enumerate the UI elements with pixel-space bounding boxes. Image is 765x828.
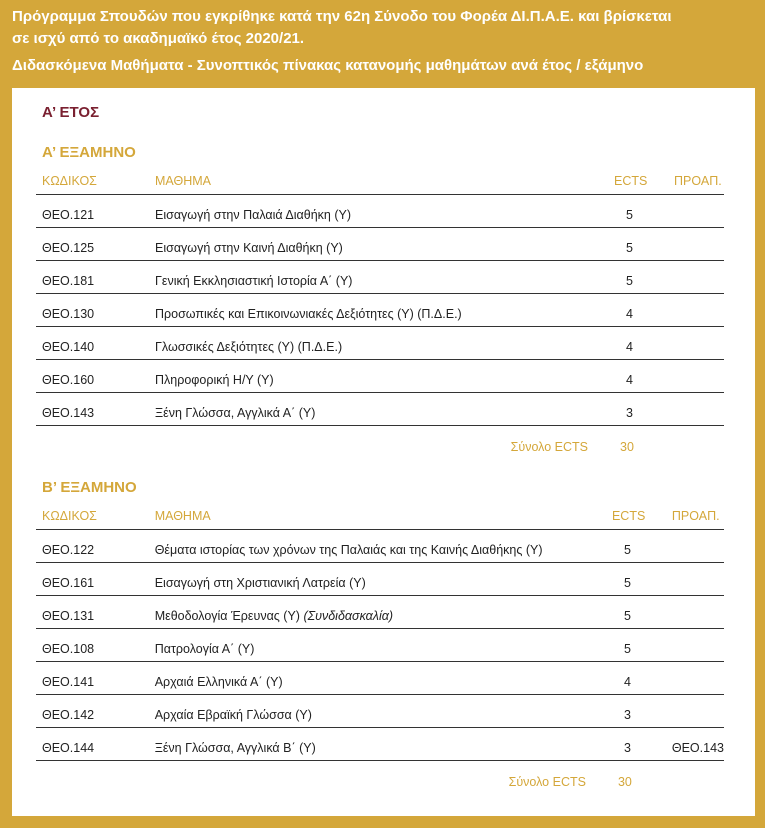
course-ects: 3: [602, 695, 666, 728]
course-code: ΘΕΟ.122: [36, 530, 155, 563]
course-name: Θέματα ιστορίας των χρόνων της Παλαιάς και της Καινής Διαθήκης (Υ): [155, 530, 602, 563]
total-row: [36, 426, 724, 460]
course-ects: 3: [602, 728, 666, 761]
course-name: Εισαγωγή στην Παλαιά Διαθήκη (Υ): [155, 195, 604, 228]
course-ects: 5: [604, 195, 668, 228]
course-name-text: Μεθοδολογία Έρευνας (Υ): [154, 609, 300, 623]
course-code: ΘΕΟ.142: [36, 695, 155, 728]
table-row: [36, 695, 724, 728]
course-name: Εισαγωγή στη Χριστιανική Λατρεία (Υ): [155, 563, 602, 596]
table-header-row: [36, 503, 724, 530]
table-row: [36, 393, 724, 426]
table-row: [36, 629, 724, 662]
table-row: [36, 530, 724, 563]
col-prereq-header: ΠΡΟΑΠ.: [666, 503, 724, 530]
course-prereq: [668, 261, 724, 294]
course-code: ΘΕΟ.181: [36, 261, 155, 294]
course-code: ΘΕΟ.130: [36, 294, 155, 327]
course-prereq: [668, 327, 724, 360]
course-code: ΘΕΟ.131: [36, 596, 155, 629]
course-prereq: [666, 662, 724, 695]
header-line-1: Πρόγραμμα Σπουδών που εγκρίθηκε κατά την 62η Σύνοδο του Φορέα ΔΙ.Π.Α.Ε. και βρίσκεται: [12, 8, 672, 25]
course-prereq: [666, 596, 724, 629]
course-ects: 4: [604, 360, 668, 393]
course-name: Ξένη Γλώσσα, Αγγλικά Β΄ (Υ): [155, 728, 602, 761]
total-label: Σύνολο ECTS: [508, 775, 586, 789]
course-name: Προσωπικές και Επικοινωνιακές Δεξιότητες (Υ) (Π.Δ.Ε.): [155, 294, 604, 327]
course-name: [155, 596, 602, 629]
course-prereq: [668, 294, 724, 327]
course-prereq: ΘΕΟ.143: [666, 728, 724, 761]
table-row: [36, 728, 724, 761]
course-code: ΘΕΟ.143: [36, 393, 155, 426]
table-header-row: [36, 168, 724, 195]
course-code: ΘΕΟ.125: [36, 228, 155, 261]
col-course-header: ΜΑΘΗΜΑ: [155, 503, 602, 530]
semester-title-a: Α’ ΕΞΑΜΗΝΟ: [42, 144, 136, 161]
course-name: Γλωσσικές Δεξιότητες (Υ) (Π.Δ.Ε.): [155, 327, 604, 360]
semester-table-a: [36, 168, 724, 459]
course-name: Αρχαιά Ελληνικά Α΄ (Υ): [155, 662, 602, 695]
content-panel: [12, 88, 755, 816]
course-name: Πληροφορική Η/Υ (Υ): [155, 360, 604, 393]
course-code: ΘΕΟ.141: [36, 662, 155, 695]
course-ects: 5: [602, 629, 666, 662]
col-ects-header: ECTS: [604, 168, 668, 195]
table-row: [36, 596, 724, 629]
course-code: ΘΕΟ.161: [36, 563, 155, 596]
table-row: [36, 360, 724, 393]
year-title: Α’ ΕΤΟΣ: [42, 104, 100, 121]
course-name: Ξένη Γλώσσα, Αγγλικά Α΄ (Υ): [155, 393, 604, 426]
course-ects: 5: [602, 530, 666, 563]
table-row: [36, 294, 724, 327]
table-row: [36, 228, 724, 261]
col-code-header: ΚΩΔΙΚΟΣ: [36, 503, 155, 530]
semester-table-b: [36, 503, 724, 794]
col-ects-header: ECTS: [602, 503, 666, 530]
course-code: ΘΕΟ.108: [36, 629, 155, 662]
course-prereq: [668, 393, 724, 426]
course-code: ΘΕΟ.121: [36, 195, 155, 228]
course-ects: 5: [602, 596, 666, 629]
course-code: ΘΕΟ.144: [36, 728, 155, 761]
total-ects: 30: [620, 440, 634, 454]
header-line-3: Διδασκόμενα Μαθήματα - Συνοπτικός πίνακας κατανομής μαθημάτων ανά έτος / εξάμηνο: [12, 57, 644, 74]
table-row: [36, 261, 724, 294]
col-course-header: ΜΑΘΗΜΑ: [155, 168, 604, 195]
course-ects: 4: [604, 294, 668, 327]
course-prereq: [666, 695, 724, 728]
total-row: [36, 761, 724, 795]
course-prereq: [668, 228, 724, 261]
table-row: [36, 195, 724, 228]
total-ects: 30: [617, 775, 632, 789]
course-code: ΘΕΟ.140: [36, 327, 155, 360]
course-prereq: [666, 530, 724, 563]
course-ects: 5: [602, 563, 666, 596]
total-label: Σύνολο ECTS: [510, 440, 588, 454]
course-code: ΘΕΟ.160: [36, 360, 155, 393]
course-prereq: [668, 360, 724, 393]
course-ects: 4: [604, 327, 668, 360]
course-name-note: (Συνδιδασκαλία): [303, 609, 394, 623]
page-header: [12, 6, 755, 77]
table-row: [36, 327, 724, 360]
course-ects: 5: [604, 228, 668, 261]
course-name: Γενική Εκκλησιαστική Ιστορία Α΄ (Υ): [155, 261, 604, 294]
table-row: [36, 563, 724, 596]
course-prereq: [666, 563, 724, 596]
table-row: [36, 662, 724, 695]
semester-title-b: Β’ ΕΞΑΜΗΝΟ: [42, 479, 137, 496]
course-name: Πατρολογία Α΄ (Υ): [155, 629, 602, 662]
course-ects: 5: [604, 261, 668, 294]
course-prereq: [666, 629, 724, 662]
course-ects: 3: [604, 393, 668, 426]
col-code-header: ΚΩΔΙΚΟΣ: [36, 168, 155, 195]
course-name: Αρχαία Εβραϊκή Γλώσσα (Υ): [155, 695, 602, 728]
course-name: Εισαγωγή στην Καινή Διαθήκη (Υ): [155, 228, 604, 261]
course-prereq: [668, 195, 724, 228]
course-ects: 4: [602, 662, 666, 695]
header-line-2: σε ισχύ από το ακαδημαϊκό έτος 2020/21.: [12, 30, 305, 47]
col-prereq-header: ΠΡΟΑΠ.: [668, 168, 724, 195]
